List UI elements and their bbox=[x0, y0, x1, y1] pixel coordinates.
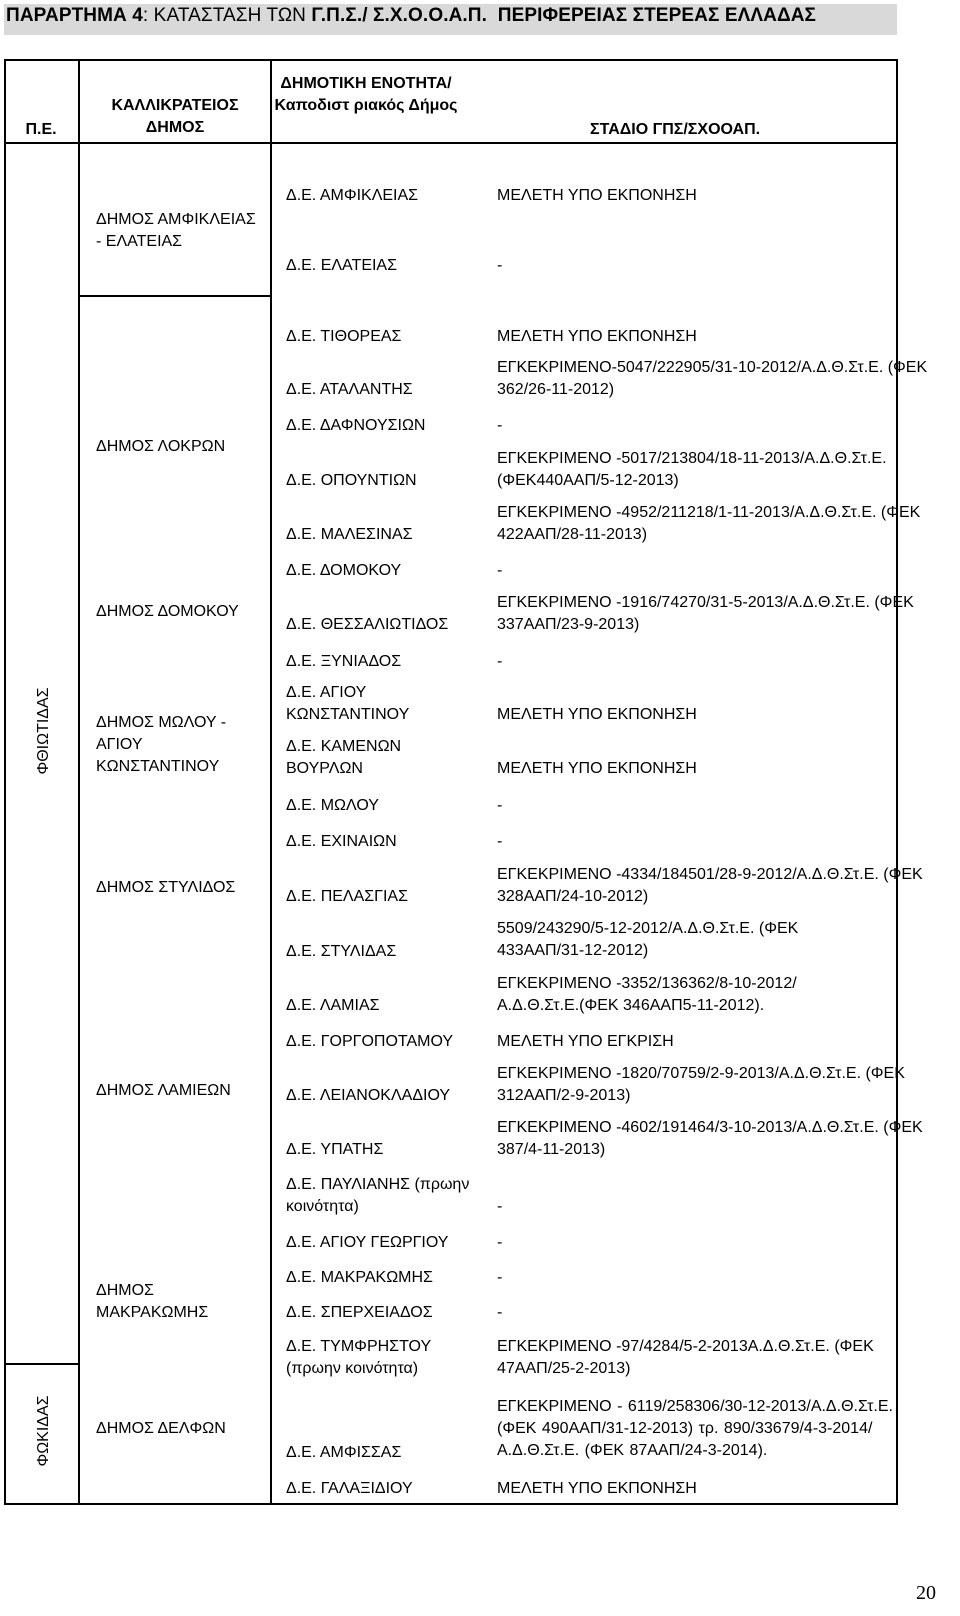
de-sperchiados: Δ.Ε. ΣΠΕΡΧΕΙΑΔΟΣ bbox=[286, 1304, 433, 1321]
stadio-agiou-georgiou: - bbox=[497, 1234, 503, 1251]
de-pelasgias: Δ.Ε. ΠΕΛΑΣΓΙΑΣ bbox=[286, 888, 408, 905]
stadio-opountion: ΕΓΚΕΚΡΙΜΕΝΟ -5017/213804/18-11-2013/Α.Δ.Θ.Στ.Ε. (ΦΕΚ440ΑΑΠ/5-12-2013) bbox=[497, 450, 887, 489]
de-lamias: Δ.Ε. ΛΑΜΙΑΣ bbox=[286, 997, 380, 1014]
column-divider-pe bbox=[78, 59, 80, 1505]
de-agiou-konstantinou: Δ.Ε. ΑΓΙΟΥ ΚΩΝΣΤΑΝΤΙΝΟΥ bbox=[286, 684, 410, 723]
table-border-top bbox=[4, 59, 898, 61]
de-echinaion: Δ.Ε. ΕΧΙΝΑΙΩΝ bbox=[286, 833, 397, 850]
stadio-malesinas: ΕΓΚΕΚΡΙΜΕΝΟ -4952/211218/1-11-2013/Α.Δ.Θ.Στ.Ε. (ΦΕΚ 422ΑΑΠ/28-11-2013) bbox=[497, 504, 921, 543]
page-title bbox=[6, 5, 816, 27]
stadio-pelasgias: ΕΓΚΕΚΡΙΜΕΝΟ -4334/184501/28-9-2012/Α.Δ.Θ.Στ.Ε. (ΦΕΚ 328ΑΑΠ/24-10-2012) bbox=[497, 866, 923, 905]
pe-separator bbox=[4, 1363, 80, 1365]
stadio-stylidas: 5509/243290/5-12-2012/Α.Δ.Θ.Στ.Ε. (ΦΕΚ 433ΑΑΠ/31-12-2012) bbox=[497, 920, 799, 959]
title-part-4: ΠΕΡΙΦΕΡΕΙΑΣ ΣΤΕΡΕΑΣ ΕΛΛΑΔΑΣ bbox=[497, 5, 817, 26]
header-dimotiki-enotita: ΔΗΜΟΤΙΚΗ ΕΝΟΤΗΤΑ/Καποδιστ ριακός Δήμος bbox=[274, 75, 458, 114]
dimos-delfon: ΔΗΜΟΣ ΔΕΛΦΩΝ bbox=[96, 1420, 226, 1437]
table-border-left bbox=[4, 59, 6, 1505]
de-atalantis: Δ.Ε. ΑΤΑΛΑΝΤΗΣ bbox=[286, 381, 413, 398]
column-divider-dimos bbox=[270, 59, 272, 1505]
de-gorgopotamou: Δ.Ε. ΓΟΡΓΟΠΟΤΑΜΟΥ bbox=[286, 1033, 454, 1050]
stadio-tymfristou: ΕΓΚΕΚΡΙΜΕΝΟ -97/4284/5-2-2013Α.Δ.Θ.Στ.Ε. (ΦΕΚ 47ΑΑΠ/25-2-2013) bbox=[497, 1338, 874, 1377]
de-tymfristou: Δ.Ε. ΤΥΜΦΡΗΣΤΟΥ (πρωην κοινότητα) bbox=[286, 1338, 431, 1377]
de-ypatis: Δ.Ε. ΥΠΑΤΗΣ bbox=[286, 1141, 384, 1158]
stadio-echinaion: - bbox=[497, 833, 503, 850]
stadio-atalantis: ΕΓΚΕΚΡΙΜΕΝΟ-5047/222905/31-10-2012/Α.Δ.Θ.Στ.Ε. (ΦΕΚ 362/26-11-2012) bbox=[497, 359, 928, 398]
de-tithoreas: Δ.Ε. ΤΙΘΟΡΕΑΣ bbox=[286, 328, 402, 345]
page-number: 20 bbox=[916, 1582, 936, 1604]
de-domokou: Δ.Ε. ΔΟΜΟΚΟΥ bbox=[286, 562, 402, 579]
stadio-pavlianis: - bbox=[497, 1198, 503, 1215]
stadio-thessaliotidos: ΕΓΚΕΚΡΙΜΕΝΟ -1916/74270/31-5-2013/Α.Δ.Θ.Στ.Ε. (ΦΕΚ 337ΑΑΠ/23-9-2013) bbox=[497, 594, 914, 633]
header-kallikrateios: ΚΑΛΛΙΚΡΑΤΕΙΟΣ ΔΗΜΟΣ bbox=[111, 97, 239, 136]
pe-fokida: ΦΩΚΙΔΑΣ bbox=[35, 1395, 52, 1467]
header-stadio: ΣΤΑΔΙΟ ΓΠΣ/ΣΧΟΟΑΠ. bbox=[590, 121, 761, 138]
de-makrakomis: Δ.Ε. ΜΑΚΡΑΚΩΜΗΣ bbox=[286, 1269, 433, 1286]
stadio-kamenon-vourlon: ΜΕΛΕΤΗ ΥΠΟ ΕΚΠΟΝΗΣΗ bbox=[497, 760, 697, 777]
de-thessaliotidos: Δ.Ε. ΘΕΣΣΑΛΙΩΤΙΔΟΣ bbox=[286, 616, 449, 633]
stadio-domokou: - bbox=[497, 562, 503, 579]
de-galaxidiou: Δ.Ε. ΓΑΛΑΞΙΔΙΟΥ bbox=[286, 1480, 413, 1497]
de-dafnousion: Δ.Ε. ΔΑΦΝΟΥΣΙΩΝ bbox=[286, 417, 426, 434]
dimos-domokou: ΔΗΜΟΣ ΔΟΜΟΚΟΥ bbox=[96, 603, 239, 620]
de-xyniados: Δ.Ε. ΞΥΝΙΑΔΟΣ bbox=[286, 653, 402, 670]
title-part-2: : ΚΑΤΑΣΤΑΣΗ ΤΩΝ bbox=[142, 5, 312, 26]
de-malesinas: Δ.Ε. ΜΑΛΕΣΙΝΑΣ bbox=[286, 526, 413, 543]
dimos-lokron: ΔΗΜΟΣ ΛΟΚΡΩΝ bbox=[96, 438, 226, 455]
de-elateias: Δ.Ε. ΕΛΑΤΕΙΑΣ bbox=[286, 257, 397, 274]
de-kamenon-vourlon: Δ.Ε. ΚΑΜΕΝΩΝ ΒΟΥΡΛΩΝ bbox=[286, 738, 402, 777]
table-border-right bbox=[896, 59, 898, 1505]
dimos-molou: ΔΗΜΟΣ ΜΩΛΟΥ - ΑΓΙΟΥ ΚΩΝΣΤΑΝΤΙΝΟΥ bbox=[96, 714, 227, 775]
stadio-galaxidiou: ΜΕΛΕΤΗ ΥΠΟ ΕΚΠΟΝΗΣΗ bbox=[497, 1480, 697, 1497]
de-amfikleias: Δ.Ε. ΑΜΦΙΚΛΕΙΑΣ bbox=[286, 187, 419, 204]
de-amfissas: Δ.Ε. ΑΜΦΙΣΣΑΣ bbox=[286, 1444, 402, 1461]
de-stylidas: Δ.Ε. ΣΤΥΛΙΔΑΣ bbox=[286, 943, 397, 960]
dimos-stylidos: ΔΗΜΟΣ ΣΤΥΛΙΔΟΣ bbox=[96, 879, 236, 896]
stadio-dafnousion: - bbox=[497, 417, 503, 434]
dimos-makrakomis: ΔΗΜΟΣ ΜΑΚΡΑΚΩΜΗΣ bbox=[96, 1282, 209, 1321]
stadio-amfissas: ΕΓΚΕΚΡΙΜΕΝΟ - 6119/258306/30-12-2013/Α.Δ.Θ.Στ.Ε. (ΦΕΚ 490ΑΑΠ/31-12-2013) τρ. 890/33679/4-3-2014/Α.Δ.Θ.Στ.Ε. (ΦΕΚ 87ΑΑΠ/24-3-2014). bbox=[497, 1398, 893, 1459]
pe-fthiotida: ΦΘΙΩΤΙΔΑΣ bbox=[35, 687, 52, 775]
stadio-elateias: - bbox=[497, 257, 503, 274]
title-part-3: Γ.Π.Σ./ Σ.Χ.Ο.Ο.Α.Π. bbox=[311, 5, 487, 26]
header-separator bbox=[4, 142, 898, 144]
stadio-molou: - bbox=[497, 797, 503, 814]
de-leianokladiou: Δ.Ε. ΛΕΙΑΝΟΚΛΑΔΙΟΥ bbox=[286, 1087, 451, 1104]
title-part-1: ΠΑΡΑΡΤΗΜΑ 4 bbox=[6, 5, 143, 26]
header-pe: Π.Ε. bbox=[25, 121, 57, 138]
de-pavlianis: Δ.Ε. ΠΑΥΛΙΑΝΗΣ (πρωην κοινότητα) bbox=[286, 1176, 470, 1215]
stadio-xyniados: - bbox=[497, 653, 503, 670]
stadio-ypatis: ΕΓΚΕΚΡΙΜΕΝΟ -4602/191464/3-10-2013/Α.Δ.Θ.Στ.Ε. (ΦΕΚ 387/4-11-2013) bbox=[497, 1119, 923, 1158]
stadio-gorgopotamou: ΜΕΛΕΤΗ ΥΠΟ ΕΓΚΡΙΣΗ bbox=[497, 1033, 674, 1050]
stadio-tithoreas: ΜΕΛΕΤΗ ΥΠΟ ΕΚΠΟΝΗΣΗ bbox=[497, 328, 697, 345]
table-border-bottom bbox=[4, 1503, 898, 1505]
stadio-agiou-konstantinou: ΜΕΛΕΤΗ ΥΠΟ ΕΚΠΟΝΗΣΗ bbox=[497, 706, 697, 723]
stadio-lamias: ΕΓΚΕΚΡΙΜΕΝΟ -3352/136362/8-10-2012/Α.Δ.Θ.Στ.Ε.(ΦΕΚ 346ΑΑΠ5-11-2012). bbox=[497, 975, 797, 1014]
dimos-lamieon: ΔΗΜΟΣ ΛΑΜΙΕΩΝ bbox=[96, 1082, 231, 1099]
de-agiou-georgiou: Δ.Ε. ΑΓΙΟΥ ΓΕΩΡΓΙΟΥ bbox=[286, 1234, 449, 1251]
dimos-group-1-separator bbox=[80, 295, 270, 297]
stadio-sperchiados: - bbox=[497, 1304, 503, 1321]
dimos-amfikleias: ΔΗΜΟΣ ΑΜΦΙΚΛΕΙΑΣ - ΕΛΑΤΕΙΑΣ bbox=[96, 211, 256, 250]
stadio-leianokladiou: ΕΓΚΕΚΡΙΜΕΝΟ -1820/70759/2-9-2013/Α.Δ.Θ.Στ.Ε. (ΦΕΚ 312ΑΑΠ/2-9-2013) bbox=[497, 1065, 905, 1104]
stadio-amfikleias: ΜΕΛΕΤΗ ΥΠΟ ΕΚΠΟΝΗΣΗ bbox=[497, 187, 697, 204]
stadio-makrakomis: - bbox=[497, 1269, 503, 1286]
de-molou: Δ.Ε. ΜΩΛΟΥ bbox=[286, 797, 379, 814]
de-opountion: Δ.Ε. ΟΠΟΥΝΤΙΩΝ bbox=[286, 472, 417, 489]
